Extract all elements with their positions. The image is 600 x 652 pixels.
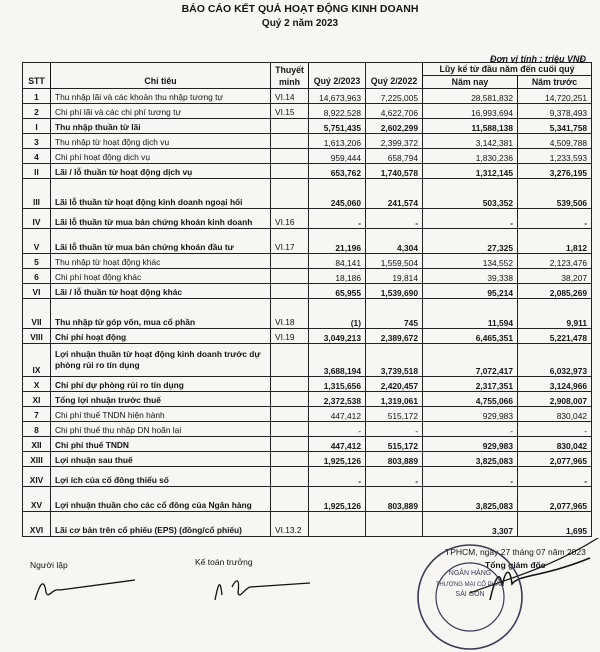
row-note (271, 452, 309, 467)
table-row (23, 344, 592, 377)
row-indicator: Lợi nhuận thuần cho các cổ đông của Ngân hàng (51, 487, 271, 512)
table-row (23, 422, 592, 437)
row-indicator: Chi phí hoạt động khác (51, 269, 271, 284)
row-note (271, 377, 309, 392)
row-indicator: Tổng lợi nhuận trước thuế (51, 392, 271, 407)
row-indicator: Thu nhập từ góp vốn, mua cổ phần (51, 299, 271, 329)
row-stt: 8 (23, 422, 51, 437)
row-ytd-last-year: 2,908,007 (518, 392, 592, 407)
row-ytd-this-year: 3,307 (423, 512, 518, 537)
row-indicator: Thu nhập thuần từ lãi (51, 119, 271, 134)
table-row (23, 284, 592, 299)
row-q2-2023: 18,186 (309, 269, 366, 284)
row-q2-2023: 447,412 (309, 407, 366, 422)
row-indicator: Chi phí hoạt động dịch vụ (51, 149, 271, 164)
date-line: TPHCM, ngày 27 tháng 07 năm 2023 (445, 547, 586, 557)
row-ytd-this-year: 3,142,381 (423, 134, 518, 149)
row-indicator: Thu nhập từ hoạt động khác (51, 254, 271, 269)
row-ytd-last-year: 9,911 (518, 299, 592, 329)
row-ytd-last-year: 2,077,965 (518, 452, 592, 467)
row-ytd-last-year: 1,812 (518, 229, 592, 254)
row-q2-2023: 1,925,126 (309, 487, 366, 512)
header-q2-2023: Quý 2/2023 (309, 63, 366, 89)
row-ytd-this-year: 11,588,138 (423, 119, 518, 134)
row-ytd-this-year: 27,325 (423, 229, 518, 254)
row-q2-2023: (1) (309, 299, 366, 329)
row-stt: I (23, 119, 51, 134)
chief-accountant-label: Kế toán trưởng (195, 557, 253, 567)
row-q2-2023: 3,049,213 (309, 329, 366, 344)
row-ytd-last-year: 9,378,493 (518, 104, 592, 119)
row-q2-2022: 1,319,061 (366, 392, 423, 407)
table-row (23, 134, 592, 149)
row-stt: XV (23, 487, 51, 512)
row-q2-2022: - (366, 422, 423, 437)
row-q2-2022: 7,225,005 (366, 89, 423, 104)
row-ytd-this-year: 7,072,417 (423, 344, 518, 377)
row-q2-2023: 84,141 (309, 254, 366, 269)
row-stt: 2 (23, 104, 51, 119)
row-stt: 1 (23, 89, 51, 104)
table-row (23, 407, 592, 422)
row-note (271, 164, 309, 179)
row-ytd-last-year: 4,509,788 (518, 134, 592, 149)
row-ytd-this-year: 929,983 (423, 407, 518, 422)
table-row (23, 329, 592, 344)
row-ytd-this-year: 929,983 (423, 437, 518, 452)
row-note (271, 269, 309, 284)
row-stt: IX (23, 344, 51, 377)
row-note: VI.17 (271, 229, 309, 254)
row-note: VI.13.2 (271, 512, 309, 537)
row-stt: 6 (23, 269, 51, 284)
table-row (23, 149, 592, 164)
row-stt: XI (23, 392, 51, 407)
row-indicator: Lợi nhuận thuần từ hoạt động kinh doanh trước dự phòng rủi ro tín dụng (51, 344, 271, 377)
row-ytd-this-year: 1,312,145 (423, 164, 518, 179)
row-note: VI.19 (271, 329, 309, 344)
row-note (271, 284, 309, 299)
preparer-label: Người lập (30, 560, 68, 570)
row-stt: II (23, 164, 51, 179)
table-row (23, 89, 592, 104)
header-ytd-last-year: Năm trước (518, 76, 592, 89)
row-q2-2022: 803,889 (366, 452, 423, 467)
row-ytd-this-year: 134,552 (423, 254, 518, 269)
row-ytd-last-year: - (518, 209, 592, 229)
row-q2-2022: 19,814 (366, 269, 423, 284)
company-stamp (415, 542, 525, 652)
row-q2-2022: - (366, 467, 423, 487)
row-q2-2023: 245,060 (309, 179, 366, 209)
row-ytd-last-year: - (518, 467, 592, 487)
row-q2-2022: 658,794 (366, 149, 423, 164)
income-statement-table (22, 62, 592, 537)
row-ytd-last-year: 14,720,251 (518, 89, 592, 104)
row-ytd-last-year: 6,032,973 (518, 344, 592, 377)
row-q2-2022: - (366, 209, 423, 229)
table-row (23, 512, 592, 537)
svg-text:SÀI GÒN: SÀI GÒN (455, 591, 485, 598)
row-stt: IV (23, 209, 51, 229)
row-stt: 3 (23, 134, 51, 149)
row-indicator: Chi phí lãi và các chi phí tương tự (51, 104, 271, 119)
row-ytd-last-year: 5,221,478 (518, 329, 592, 344)
table-row (23, 299, 592, 329)
report-title: BÁO CÁO KẾT QUẢ HOẠT ĐỘNG KINH DOANH (181, 3, 419, 15)
row-q2-2023: 1,925,126 (309, 452, 366, 467)
row-stt: XII (23, 437, 51, 452)
row-ytd-this-year: 16,993,694 (423, 104, 518, 119)
row-ytd-last-year: 539,506 (518, 179, 592, 209)
row-note: VI.15 (271, 104, 309, 119)
svg-text:NGÂN HÀNG: NGÂN HÀNG (448, 570, 492, 577)
row-note (271, 149, 309, 164)
row-q2-2023: 959,444 (309, 149, 366, 164)
row-ytd-this-year: 1,830,236 (423, 149, 518, 164)
row-stt: III (23, 179, 51, 209)
row-q2-2023: 5,751,435 (309, 119, 366, 134)
header-note-label: Thuyết minh (275, 64, 304, 87)
row-note (271, 422, 309, 437)
row-ytd-last-year: 3,276,195 (518, 164, 592, 179)
row-note: VI.16 (271, 209, 309, 229)
table-row (23, 229, 592, 254)
row-ytd-last-year: 2,077,965 (518, 487, 592, 512)
row-stt: 4 (23, 149, 51, 164)
table-row (23, 179, 592, 209)
row-q2-2022: 241,574 (366, 179, 423, 209)
row-stt: XIII (23, 452, 51, 467)
row-note (271, 392, 309, 407)
row-note (271, 179, 309, 209)
row-indicator: Chi phí thuế thu nhập DN hoãn lại (51, 422, 271, 437)
row-q2-2023: 3,688,194 (309, 344, 366, 377)
row-ytd-last-year: 2,085,269 (518, 284, 592, 299)
row-note (271, 344, 309, 377)
row-q2-2023: 2,372,538 (309, 392, 366, 407)
row-stt: X (23, 377, 51, 392)
row-ytd-this-year: 28,581,832 (423, 89, 518, 104)
row-stt: 5 (23, 254, 51, 269)
table-row (23, 119, 592, 134)
table-body (23, 89, 592, 537)
row-indicator: Lãi lỗ thuần từ hoạt động kinh doanh ngoại hối (51, 179, 271, 209)
row-q2-2022: 1,740,578 (366, 164, 423, 179)
row-note (271, 119, 309, 134)
table-row (23, 164, 592, 179)
row-q2-2022: 515,172 (366, 437, 423, 452)
row-ytd-this-year: 6,465,351 (423, 329, 518, 344)
row-q2-2022: 4,304 (366, 229, 423, 254)
row-q2-2023: 21,196 (309, 229, 366, 254)
row-ytd-this-year: 4,755,066 (423, 392, 518, 407)
row-ytd-last-year: 3,124,966 (518, 377, 592, 392)
row-indicator: Lãi cơ bản trên cổ phiếu (EPS) (đồng/cổ phiếu) (51, 512, 271, 537)
row-ytd-last-year: 830,042 (518, 407, 592, 422)
header-ytd-this-year: Năm nay (423, 76, 518, 89)
row-note (271, 487, 309, 512)
table-row (23, 209, 592, 229)
row-q2-2022: 1,559,504 (366, 254, 423, 269)
row-q2-2022: 2,399,372 (366, 134, 423, 149)
table-row (23, 254, 592, 269)
row-q2-2023: 65,955 (309, 284, 366, 299)
row-q2-2022: 1,539,690 (366, 284, 423, 299)
chief-accountant-signature (200, 575, 310, 600)
row-indicator: Thu nhập lãi và các khoản thu nhập tương tự (51, 89, 271, 104)
row-q2-2022: 745 (366, 299, 423, 329)
preparer-signature (30, 578, 140, 600)
row-ytd-this-year: 3,825,083 (423, 487, 518, 512)
row-q2-2023: - (309, 422, 366, 437)
row-q2-2023: 14,673,963 (309, 89, 366, 104)
row-note (271, 407, 309, 422)
row-indicator: Lãi / lỗ thuần từ hoạt động khác (51, 284, 271, 299)
header-stt: STT (23, 63, 51, 89)
row-note (271, 134, 309, 149)
table-row (23, 487, 592, 512)
row-q2-2022 (366, 512, 423, 537)
row-note (271, 254, 309, 269)
svg-text:THƯƠNG MẠI CỔ PHẦN: THƯƠNG MẠI CỔ PHẦN (435, 582, 505, 588)
row-q2-2022: 3,739,518 (366, 344, 423, 377)
row-indicator: Lãi / lỗ thuần từ hoạt động dịch vụ (51, 164, 271, 179)
row-indicator: Chi phí dự phòng rủi ro tín dụng (51, 377, 271, 392)
row-note: VI.18 (271, 299, 309, 329)
row-q2-2022: 2,420,457 (366, 377, 423, 392)
table-row (23, 467, 592, 487)
row-q2-2023: - (309, 467, 366, 487)
row-ytd-last-year: 1,233,593 (518, 149, 592, 164)
row-ytd-this-year: 39,338 (423, 269, 518, 284)
row-q2-2022: 2,389,672 (366, 329, 423, 344)
row-q2-2022: 803,889 (366, 487, 423, 512)
row-indicator: Lợi ích của cổ đông thiểu số (51, 467, 271, 487)
header-indicator: Chỉ tiêu (51, 63, 271, 89)
row-stt: 7 (23, 407, 51, 422)
row-ytd-last-year: - (518, 422, 592, 437)
header-q2-2022: Quý 2/2022 (366, 63, 423, 89)
currency-unit: Đơn vị tính : triệu VNĐ (489, 54, 586, 64)
table-row (23, 437, 592, 452)
row-q2-2023: 8,922,528 (309, 104, 366, 119)
row-ytd-this-year: 2,317,351 (423, 377, 518, 392)
table-row (23, 392, 592, 407)
row-indicator: Chi phí thuế TNDN hiện hành (51, 407, 271, 422)
row-q2-2023: 1,315,656 (309, 377, 366, 392)
row-indicator: Chi phí hoạt động (51, 329, 271, 344)
row-ytd-last-year: 830,042 (518, 437, 592, 452)
row-q2-2022: 4,622,706 (366, 104, 423, 119)
row-note: VI.14 (271, 89, 309, 104)
row-indicator: Thu nhập từ hoạt động dịch vụ (51, 134, 271, 149)
row-stt: VIII (23, 329, 51, 344)
row-ytd-this-year: 503,352 (423, 179, 518, 209)
table-row (23, 452, 592, 467)
table-row (23, 269, 592, 284)
row-ytd-this-year: 95,214 (423, 284, 518, 299)
row-ytd-this-year: 3,825,083 (423, 452, 518, 467)
header-note (271, 63, 309, 89)
row-stt: VI (23, 284, 51, 299)
row-ytd-last-year: 1,695 (518, 512, 592, 537)
row-indicator: Lãi lỗ thuần từ mua bán chứng khoán kinh doanh (51, 209, 271, 229)
header-ytd-group: Lũy kế từ đầu năm đến cuối quý (423, 63, 592, 76)
row-ytd-this-year: 11,594 (423, 299, 518, 329)
report-period: Quý 2 năm 2023 (261, 18, 339, 29)
row-note (271, 467, 309, 487)
row-ytd-last-year: 5,341,758 (518, 119, 592, 134)
row-q2-2023: 1,613,206 (309, 134, 366, 149)
table-row (23, 377, 592, 392)
row-stt: XVI (23, 512, 51, 537)
row-ytd-this-year: - (423, 467, 518, 487)
row-stt: XIV (23, 467, 51, 487)
row-stt: V (23, 229, 51, 254)
row-indicator: Lãi lỗ thuần từ mua bán chứng khoán đầu tư (51, 229, 271, 254)
row-q2-2023: 653,762 (309, 164, 366, 179)
row-ytd-this-year: - (423, 209, 518, 229)
row-ytd-last-year: 38,207 (518, 269, 592, 284)
row-stt: VII (23, 299, 51, 329)
general-director-label: Tổng giám đốc (485, 560, 546, 570)
table-row (23, 104, 592, 119)
row-q2-2023: - (309, 209, 366, 229)
row-q2-2023 (309, 512, 366, 537)
row-q2-2022: 2,602,299 (366, 119, 423, 134)
row-ytd-this-year: - (423, 422, 518, 437)
row-q2-2023: 447,412 (309, 437, 366, 452)
row-ytd-last-year: 2,123,476 (518, 254, 592, 269)
row-indicator: Lợi nhuận sau thuế (51, 452, 271, 467)
row-indicator: Chi phí thuế TNDN (51, 437, 271, 452)
row-q2-2022: 515,172 (366, 407, 423, 422)
row-note (271, 437, 309, 452)
